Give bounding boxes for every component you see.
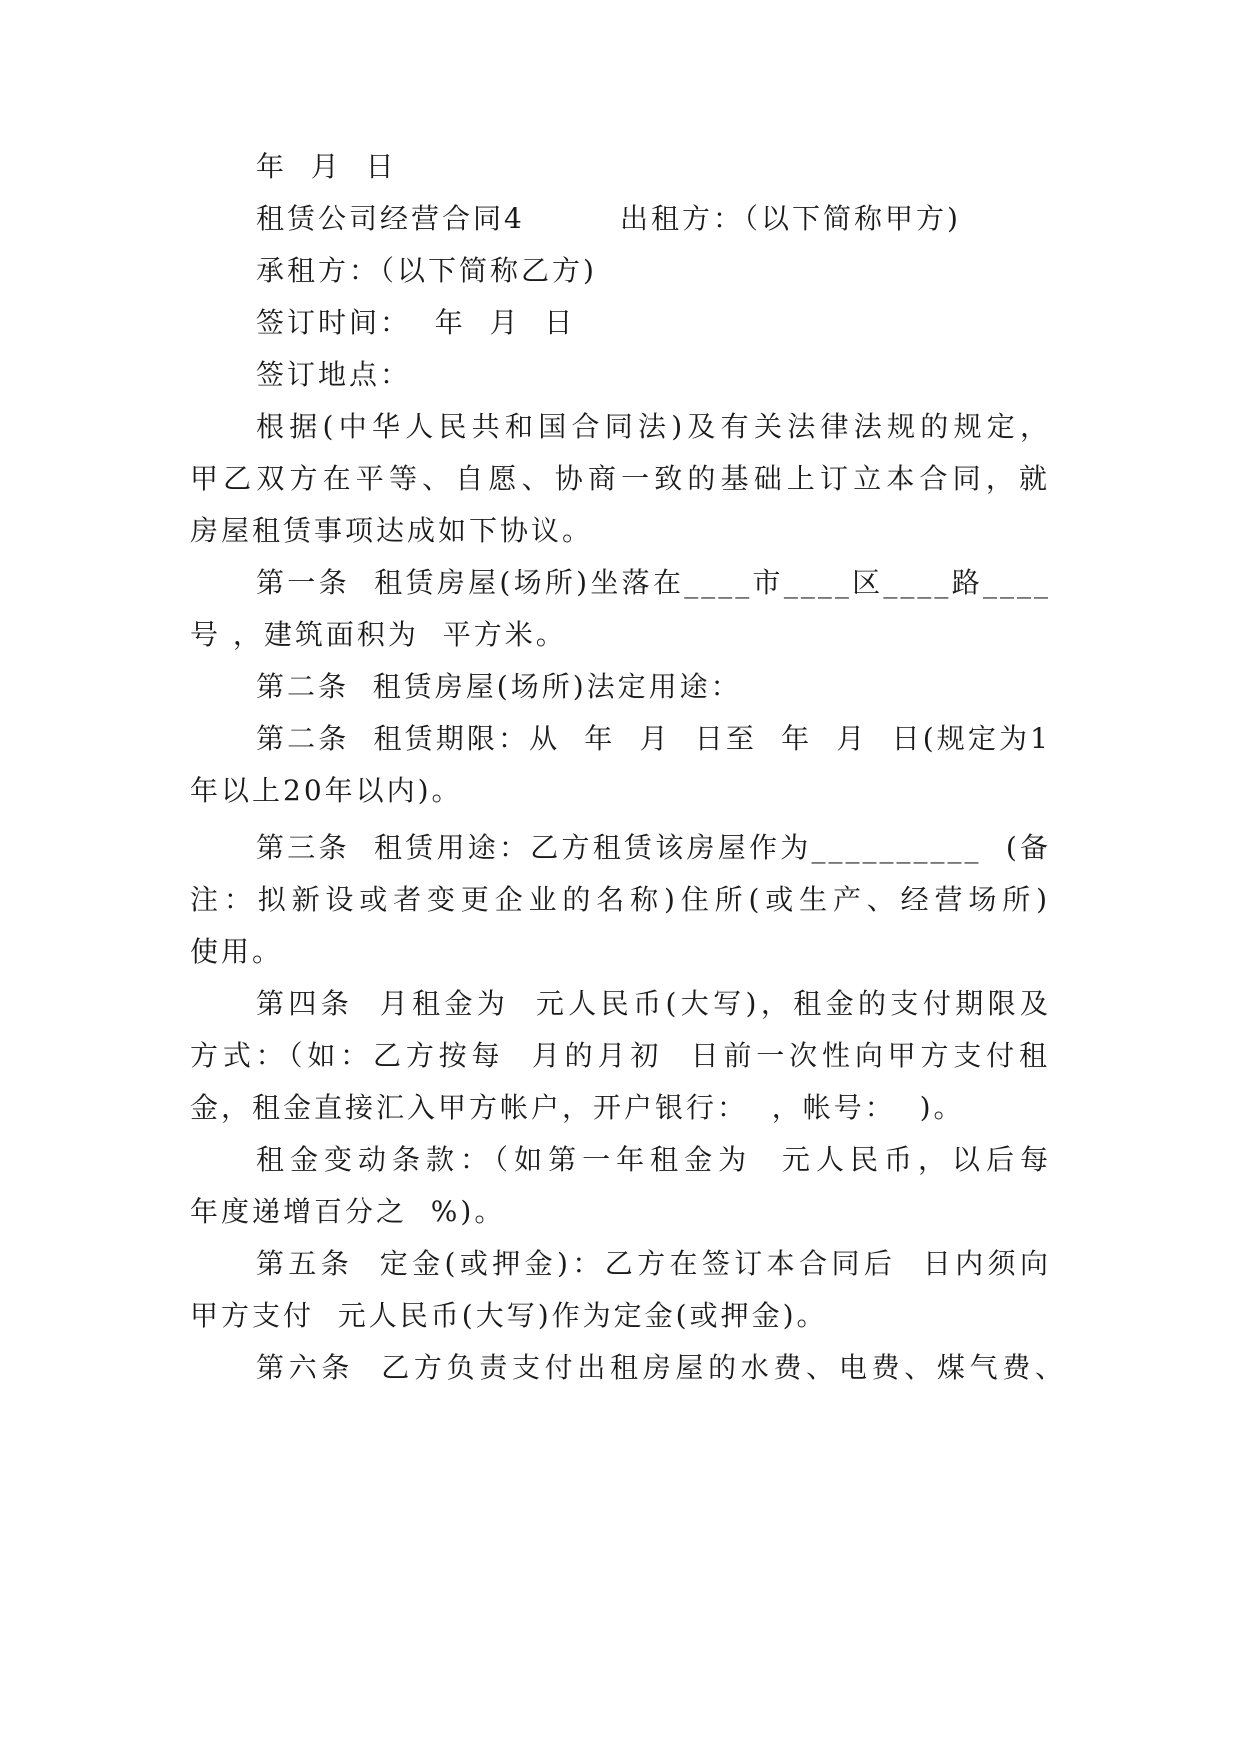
lessee-line: 承租方：（以下简称乙方)	[256, 254, 597, 287]
article-4-line-1: 第四条 月租金为 元人民币(大写)，租金的支付期限及	[256, 987, 1051, 1020]
article-3-line-1: 第三条 租赁用途：乙方租赁该房屋作为__________ (备	[256, 831, 1051, 864]
article-1-line-2: 号 ，建筑面积为 平方米。	[190, 618, 567, 651]
rent-change-line-2: 年度递增百分之 %)。	[190, 1195, 506, 1228]
preamble-line-1: 根据(中华人民共和国合同法)及有关法律法规的规定，	[256, 410, 1051, 443]
signing-place-line: 签订地点：	[256, 358, 412, 391]
article-6-line-1: 第六条 乙方负责支付出租房屋的水费、电费、煤气费、	[256, 1351, 1066, 1384]
article-5-line-1: 第五条 定金(或押金)：乙方在签订本合同后 日内须向	[256, 1247, 1051, 1280]
article-3-line-3: 使用。	[190, 935, 284, 968]
date-line: 年 月 日	[256, 150, 397, 183]
article-4-line-2: 方式：（如：乙方按每 月的月初 日前一次性向甲方支付租	[190, 1039, 1050, 1072]
article-2-use-line: 第二条 租赁房屋(场所)法定用途：	[256, 670, 742, 703]
preamble-line-2: 甲乙双方在平等、自愿、协商一致的基础上订立本合同，就	[190, 462, 1050, 495]
article-3-line-2: 注：拟新设或者变更企业的名称)住所(或生产、经营场所)	[190, 883, 1050, 916]
contract-title-line: 租赁公司经营合同4 出租方：（以下简称甲方)	[256, 202, 961, 235]
article-2-term-line-2: 年以上20年以内)。	[190, 774, 463, 807]
article-4-line-3: 金，租金直接汇入甲方帐户，开户银行： ，帐号： )。	[190, 1091, 965, 1124]
preamble-line-3: 房屋租赁事项达成如下协议。	[190, 514, 594, 547]
article-1-line-1: 第一条 租赁房屋(场所)坐落在____市____区____路____	[256, 566, 1051, 599]
rent-change-line-1: 租金变动条款：（如第一年租金为 元人民币，以后每	[256, 1143, 1051, 1176]
article-5-line-2: 甲方支付 元人民币(大写)作为定金(或押金)。	[190, 1299, 828, 1332]
signing-time-line: 签订时间： 年 月 日	[256, 306, 576, 339]
article-2-term-line-1: 第二条 租赁期限：从 年 月 日至 年 月 日(规定为1	[256, 722, 1051, 755]
